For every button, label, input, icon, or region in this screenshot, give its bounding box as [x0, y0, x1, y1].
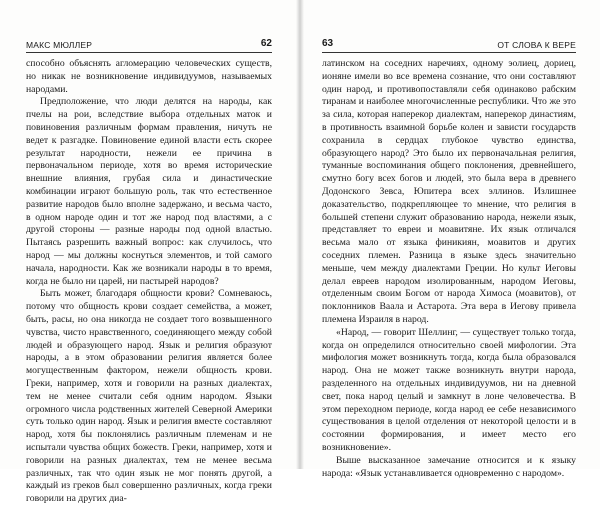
left-page-header: [26, 38, 272, 53]
book-gutter-shadow: [296, 0, 304, 469]
paragraph: способно объяснять агломерацию человеческих существ, но никак не возникновение индивидуумов, называемых народами.: [26, 58, 272, 95]
paragraph: латинском на соседних наречиях, одному эолиец, дориец, ионяне имели во все времена сознание, что они составляют один народ, и противопоставляли себя одинаково рабским тиранам и наиболее многочисленные республики. Что же это за сила, которая наперекор диалектам, наперекор династиям, в противность взаимной борьбе колен и зависти государств сохранила в сердцах глубокое чувство единства, образующего народ? Это было их первоначальная религия, туманные воспоминания общего поклонения, древнейшего, смутно богу всех богов и людей, это была вера в древнего Додонского Зевса, Юпитера всех эллинов. Излишнее доказательство, подкрепляющее то мнение, что религия в большей степени служит образованию народа, нежели язык, представляет то евреи и моавитяне. Их язык отличался весьма мало от языка финикиян, моавитов и других соседних племен. Разница в языке здесь значительно меньше, чем между диалектами Греции. Но культ Иеговы делал евреев народом изолированным, народом Иеговы, отделенным своим Богом от народа Химоса (моавитов), от поклонников Ваала и Астарота. Эта вера в Иегову привела племена Израиля в народ.: [322, 58, 576, 325]
paragraph: Быть может, благодаря общности крови? Сомневаюсь, потому что общность крови создает семейства, а может, быть, расы, но она никогда не создает того возвышенного чувства, чисто нравственного, соединяющего между собой людей и образующего народ. Язык и религия образуют народы, а в этом образовании религия является более могущественным фактором, нежели общность крови. Греки, например, хотя и говорили на разных диалектах, тем не менее считали себя одним народом. Языки огромного числа родственных жителей Северной Америки суть только один народ. Язык и религия вместе составляют народ, хотя бы поклонялись различным племенам и не испытали чувства общих божеств. Греки, например, хотя и говорили на разных диалектах, тем не менее весьма различных, так что один язык не мог понять другой, а каждый из греков был совершенно различных, когда греки говорили на других диа-: [26, 288, 272, 505]
paragraph: Выше высказанное замечание относится и к языку народа: «Язык устанавливается одновременно с народом».: [322, 454, 576, 479]
left-page: [0, 0, 300, 505]
right-page: [300, 0, 600, 479]
right-page-body: [322, 58, 576, 480]
paragraph: «Народ, — говорит Шеллинг, — существует только тогда, когда он определился относительно своей мифологии. Эта мифология может возникнуть тогда, когда была образовался народ. Она не может также возникнуть внутри народа, разделенного на отдельных индивидуумов, ни на дневной свет, пока народ целый и замкнут в лоне человечества. В этом переходном периоде, когда народ ее себе независимого существования в целой отделения от некоторой целости и в состоянии формирования, и имеет место его возникновение».: [322, 326, 576, 453]
left-page-number: 62: [260, 38, 272, 49]
left-running-title: МАКС МЮЛЛЕР: [26, 40, 93, 50]
right-page-header: [322, 38, 576, 53]
left-page-body: [26, 58, 272, 506]
right-page-number: 63: [322, 38, 334, 49]
right-running-title: ОТ СЛОВА К ВЕРЕ: [497, 40, 576, 50]
paragraph: Предположение, что люди делятся на народы, как пчелы на рои, вследствие выбора отдельных маток и повиновения различным формам правления, ничуть не ведет к разгадке. Повиновение единой власти есть скорее результат народности, нежели ее причина в первоначальном периоде, хотя во время исторические внешние влияния, грубая сила и династические комбинации играют большую роль, так что естественное развитие народов было вполне задержано, и весьма часто, в одном народе один и тот же народ под властями, а с другой стороны — разные народы под одной властью. Пытаясь разрешить важный вопрос: как случилось, что народ — мы должны коснуться элементов, и той самого начала, народности. Как же возникали народы в то время, когда не было ни царей, ни пастырей народов?: [26, 96, 272, 287]
